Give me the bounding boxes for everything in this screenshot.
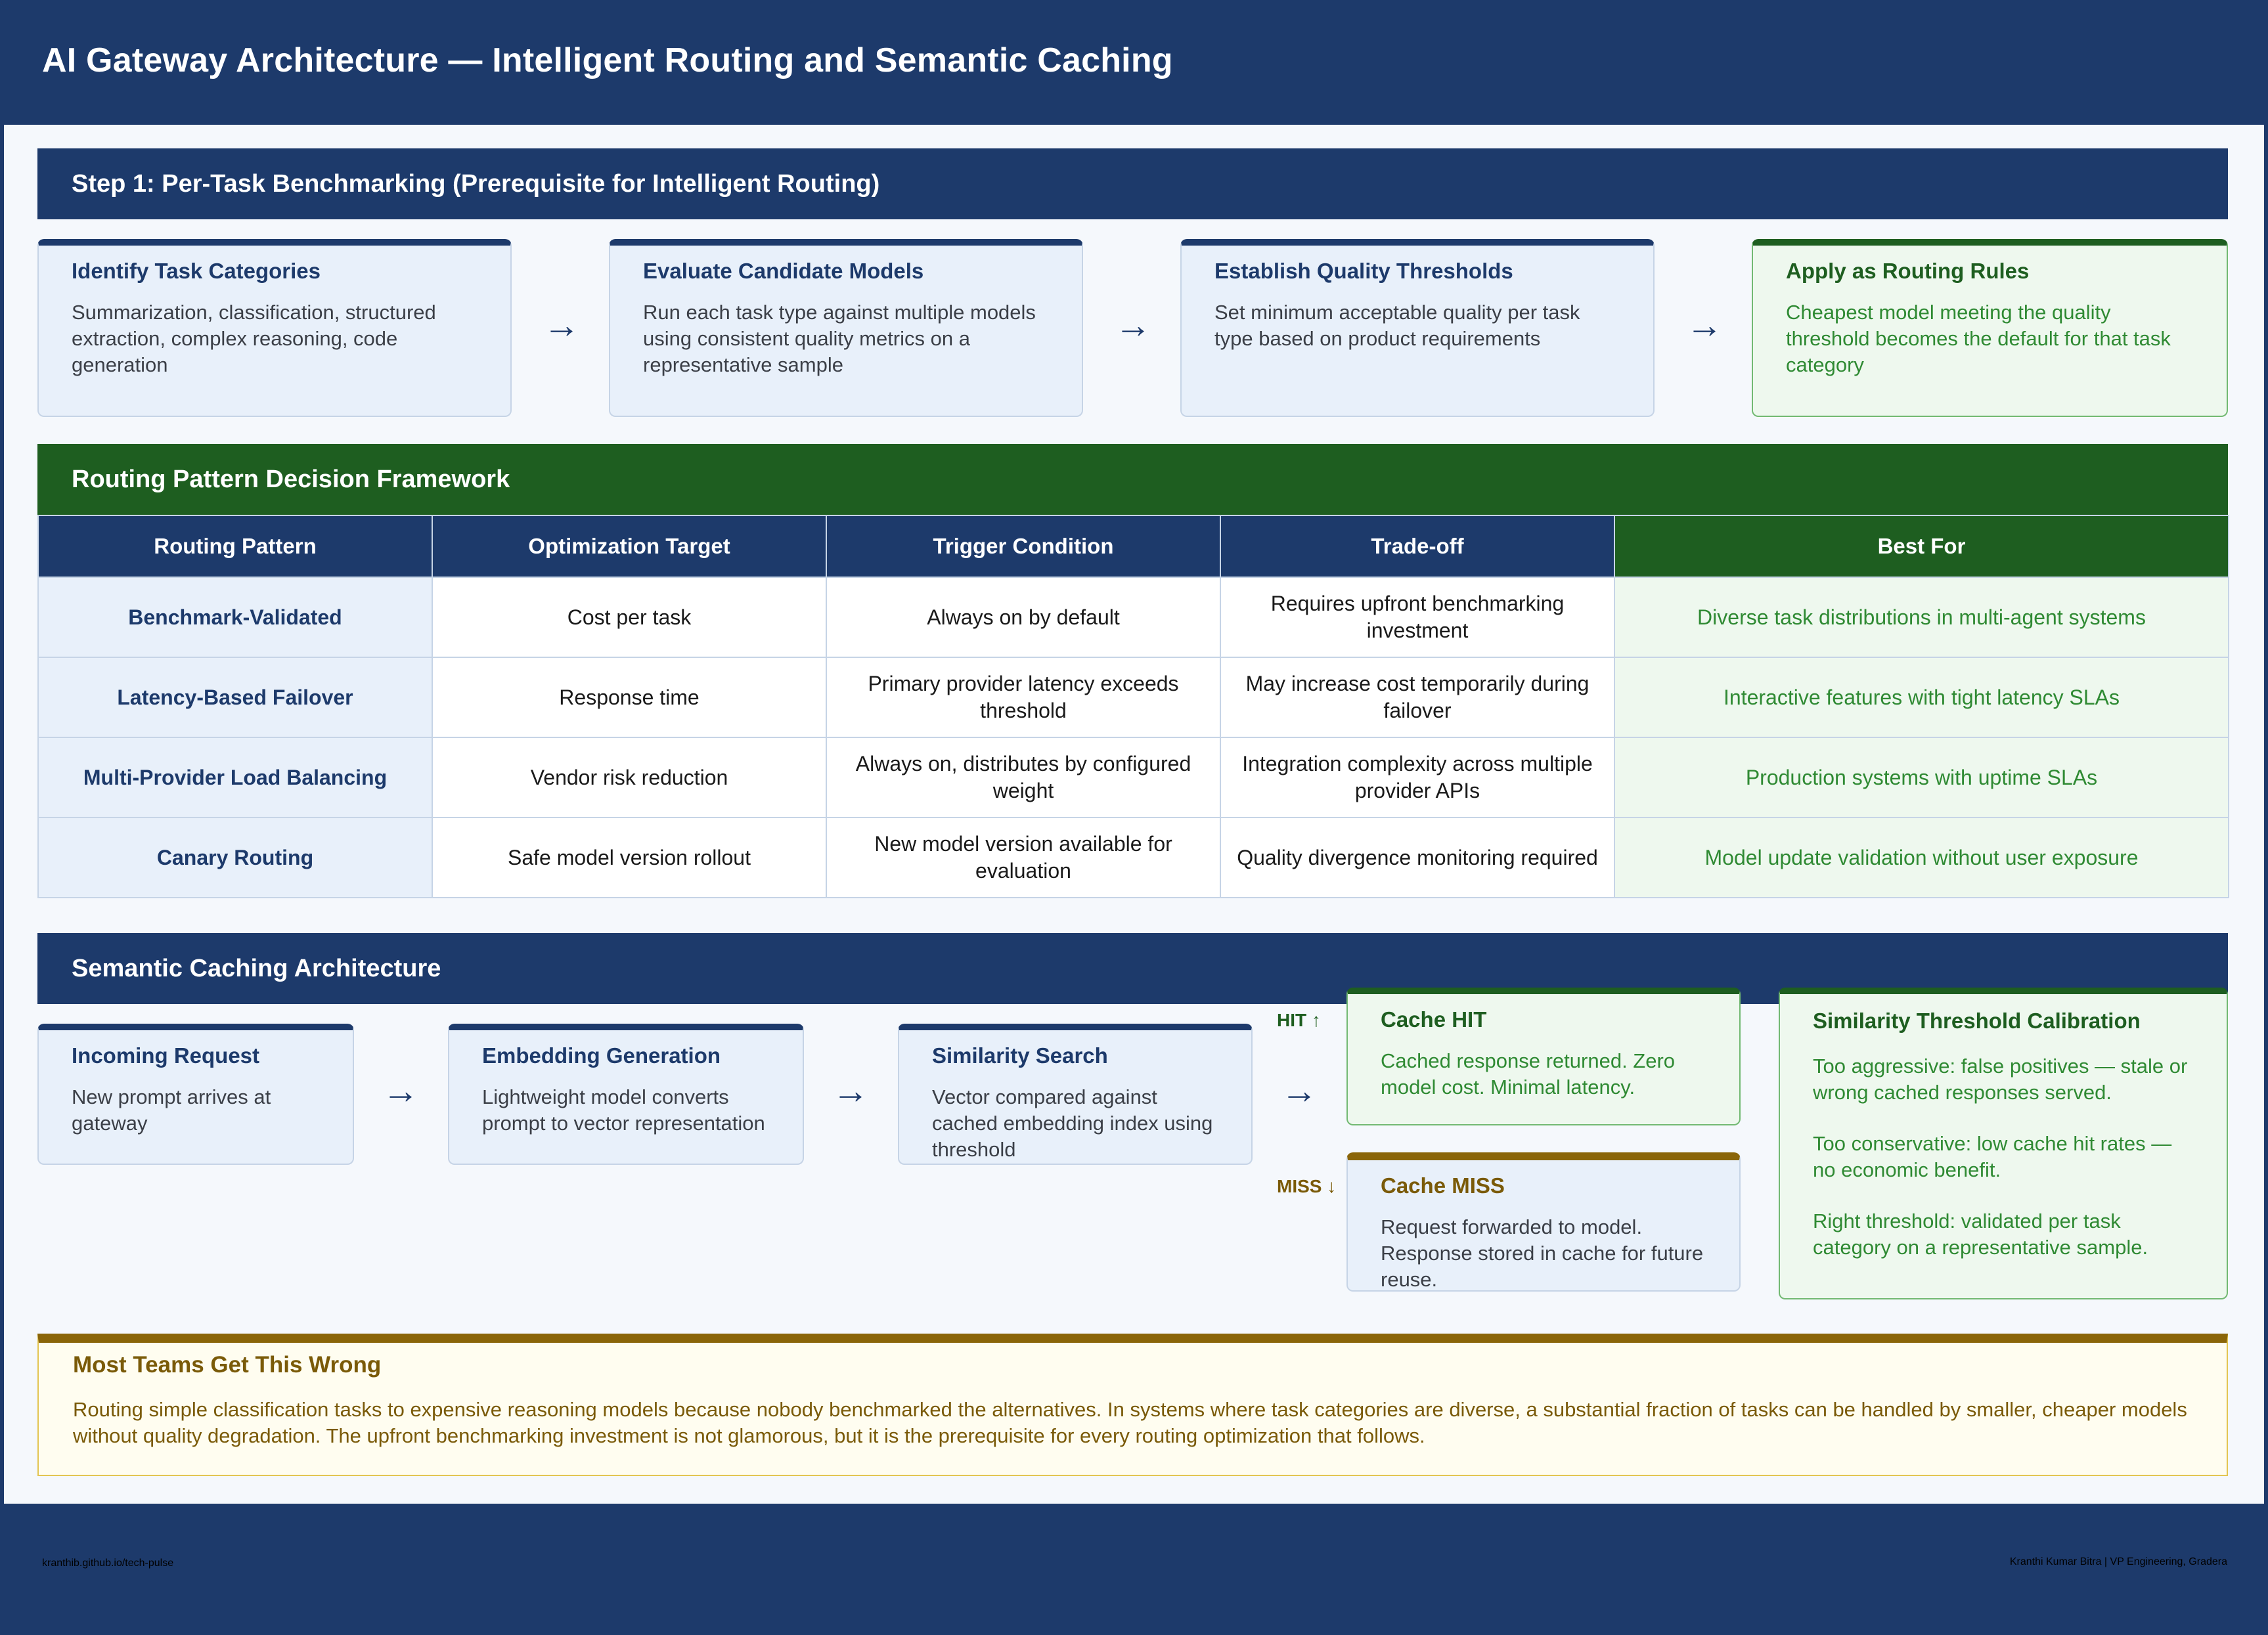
- step-card-body: Summarization, classification, structured extraction, complex reasoning, code generation: [72, 301, 436, 376]
- table-cell: Integration complexity across multiple provider APIs: [1220, 737, 1614, 817]
- cache-miss-title: Cache MISS: [1381, 1173, 1505, 1198]
- hit-label: HIT ↑: [1277, 1010, 1321, 1030]
- step-card-body: Cheapest model meeting the quality threshold becomes the default for that task category: [1786, 301, 2171, 376]
- column-header: Optimization Target: [432, 515, 826, 577]
- arrow-right-icon: →: [543, 304, 580, 345]
- miss-label: MISS ↓: [1277, 1176, 1337, 1196]
- table-cell: New model version available for evaluation: [826, 817, 1220, 898]
- arrow-right-icon: →: [1281, 1070, 1318, 1111]
- table-cell: Always on, distributes by configured weight: [826, 737, 1220, 817]
- arrow-right-icon: →: [382, 1070, 419, 1111]
- cache-step-similarity-search: [898, 1024, 1253, 1165]
- step-card-title: Evaluate Candidate Models: [643, 259, 924, 283]
- arrow-right-icon: →: [1115, 304, 1151, 345]
- table-cell: Latency-Based Failover: [38, 657, 432, 737]
- table-header-row: [38, 515, 2229, 577]
- step-card-body: Set minimum acceptable quality per task type based on product requirements: [1214, 301, 1580, 350]
- table-row: [38, 737, 2229, 817]
- table-row: [38, 657, 2229, 737]
- step-card-apply-routing-rules: [1752, 239, 2228, 417]
- table-cell: Multi-Provider Load Balancing: [38, 737, 432, 817]
- cache-step-title: Incoming Request: [72, 1043, 260, 1068]
- step-card-title: Identify Task Categories: [72, 259, 321, 283]
- step-card-title: Apply as Routing Rules: [1786, 259, 2030, 283]
- table-cell: Benchmark-Validated: [38, 577, 432, 657]
- column-header: Best For: [1614, 515, 2229, 577]
- cache-step-body: Vector compared against cached embedding index using threshold: [932, 1085, 1213, 1161]
- step-card-establish-quality-thresholds: [1180, 239, 1655, 417]
- footer-site-link[interactable]: kranthib.github.io/tech-pulse: [42, 1558, 174, 1569]
- cache-step-body: New prompt arrives at gateway: [72, 1085, 271, 1135]
- table-cell: May increase cost temporarily during failover: [1220, 657, 1614, 737]
- cache-hit-card: [1346, 988, 1741, 1125]
- table-cell: Model update validation without user exposure: [1614, 817, 2229, 898]
- table-cell: Canary Routing: [38, 817, 432, 898]
- routing-title: Routing Pattern Decision Framework: [72, 465, 510, 493]
- cache-step-embedding-generation: [448, 1024, 804, 1165]
- cache-step-incoming-request: [37, 1024, 354, 1165]
- cache-hit-title: Cache HIT: [1381, 1007, 1487, 1032]
- cache-miss-body: Request forwarded to model. Response stored in cache for future reuse.: [1381, 1215, 1704, 1291]
- threshold-calibration-card: [1779, 988, 2228, 1299]
- step-card-identify-task-categories: [37, 239, 512, 417]
- footer-author: Kranthi Kumar Bitra | VP Engineering, Gradera: [2009, 1556, 2227, 1567]
- step1-banner: [37, 148, 2228, 219]
- warning-title: Most Teams Get This Wrong: [73, 1352, 382, 1378]
- step-card-body: Run each task type against multiple models using consistent quality metrics on a representative sample: [643, 301, 1036, 376]
- table-cell: Production systems with uptime SLAs: [1614, 737, 2229, 817]
- cache-miss-card: [1346, 1152, 1741, 1292]
- table-cell: Safe model version rollout: [432, 817, 826, 898]
- page-header: [0, 0, 2268, 125]
- table-row: [38, 817, 2229, 898]
- table-row: [38, 577, 2229, 657]
- routing-banner: [37, 444, 2228, 515]
- arrow-right-icon: →: [832, 1070, 869, 1111]
- calibration-paragraph: Too aggressive: false positives — stale or wrong cached responses served.: [1813, 1055, 2188, 1104]
- cache-step-title: Embedding Generation: [482, 1043, 721, 1068]
- arrow-right-icon: →: [1686, 304, 1723, 345]
- table-cell: Response time: [432, 657, 826, 737]
- step-card-title: Establish Quality Thresholds: [1214, 259, 1513, 283]
- caching-title: Semantic Caching Architecture: [72, 954, 441, 982]
- routing-table: [37, 515, 2229, 898]
- column-header: Routing Pattern: [38, 515, 432, 577]
- table-cell: Interactive features with tight latency SLAs: [1614, 657, 2229, 737]
- page-title: AI Gateway Architecture — Intelligent Routing and Semantic Caching: [42, 41, 1173, 79]
- table-cell: Vendor risk reduction: [432, 737, 826, 817]
- table-cell: Cost per task: [432, 577, 826, 657]
- warning-callout: [37, 1334, 2228, 1476]
- step1-title: Step 1: Per-Task Benchmarking (Prerequisite for Intelligent Routing): [72, 169, 880, 198]
- page-footer: [0, 1504, 2268, 1635]
- cache-hit-body: Cached response returned. Zero model cost. Minimal latency.: [1381, 1049, 1676, 1099]
- table-cell: Always on by default: [826, 577, 1220, 657]
- cache-step-title: Similarity Search: [932, 1043, 1108, 1068]
- column-header: Trigger Condition: [826, 515, 1220, 577]
- table-cell: Requires upfront benchmarking investment: [1220, 577, 1614, 657]
- column-header: Trade-off: [1220, 515, 1614, 577]
- step-card-evaluate-candidate-models: [609, 239, 1083, 417]
- table-cell: Quality divergence monitoring required: [1220, 817, 1614, 898]
- table-cell: Diverse task distributions in multi-agent systems: [1614, 577, 2229, 657]
- calibration-title: Similarity Threshold Calibration: [1813, 1009, 2141, 1033]
- cache-step-body: Lightweight model converts prompt to vector representation: [482, 1085, 765, 1135]
- calibration-paragraph: Too conservative: low cache hit rates — no economic benefit.: [1813, 1132, 2172, 1181]
- calibration-paragraph: Right threshold: validated per task category on a representative sample.: [1813, 1210, 2148, 1259]
- table-cell: Primary provider latency exceeds threshold: [826, 657, 1220, 737]
- warning-body: Routing simple classification tasks to expensive reasoning models because nobody benchmarked the alternatives. In systems where task categories are diverse, a substantial fraction of tasks can be handled by smaller, cheaper models without quality degradation. The upfront benchmarking investment is not glamorous, but it is the prerequisite for every routing optimization that follows.: [73, 1398, 2187, 1447]
